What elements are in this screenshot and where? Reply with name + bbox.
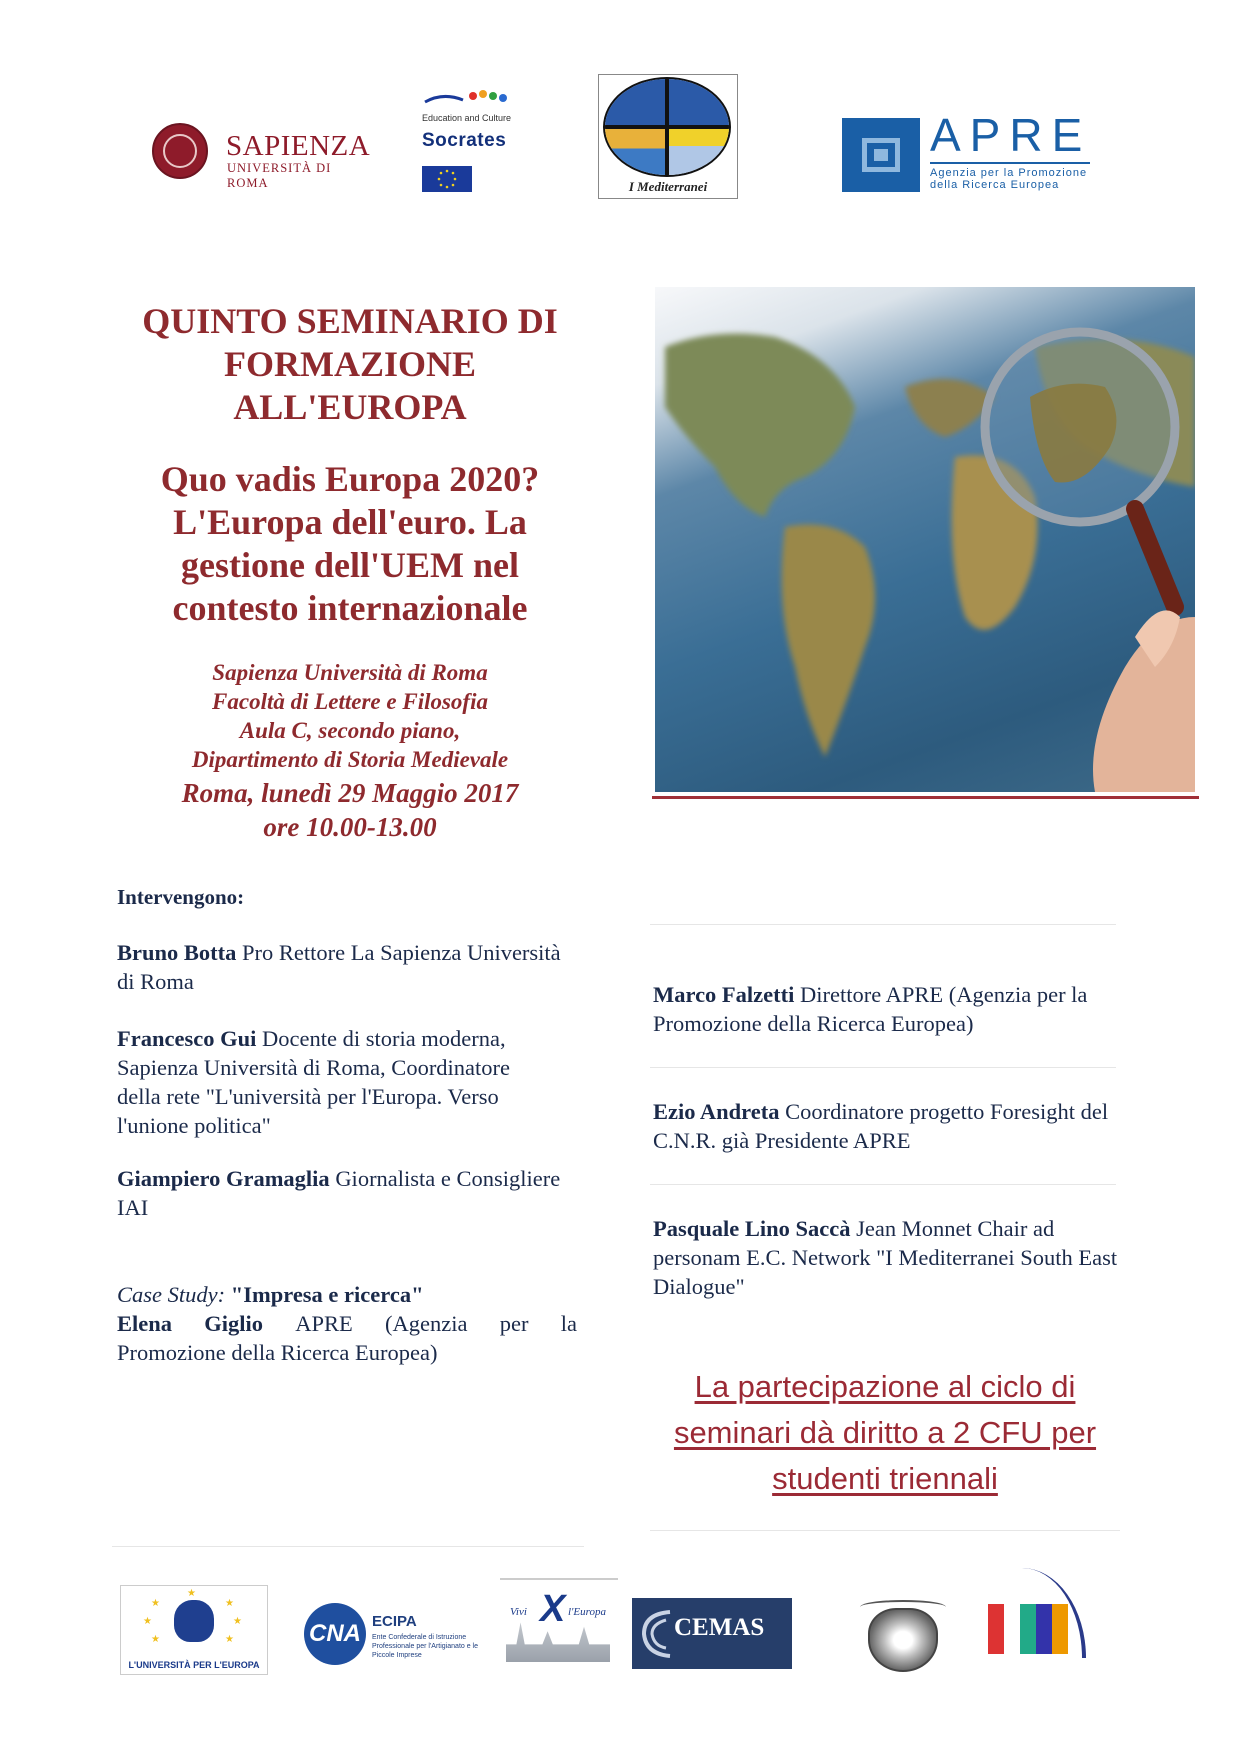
separator-line: [650, 1530, 1120, 1531]
subtitle-line: contesto internazionale: [172, 588, 528, 628]
speaker-role: Jean Monnet Chair ad personam E.C. Network "I Mediterranei South East Dialogue": [653, 1216, 1118, 1299]
title-line: QUINTO SEMINARIO DI: [142, 301, 558, 341]
event-date: [100, 776, 600, 844]
jean-monnet-network-logo: [982, 1568, 1082, 1678]
world-map-magnifier-image: [655, 287, 1195, 792]
speaker-name: Francesco Gui: [117, 1026, 257, 1051]
apre-logo: [842, 109, 1092, 192]
time-line: ore 10.00-13.00: [263, 812, 437, 842]
speaker-entry: [117, 1164, 577, 1222]
map-underline-divider: [652, 796, 1199, 799]
cfu-notice-line: studenti triennali: [772, 1461, 998, 1496]
world-map-icon: [655, 287, 1195, 792]
vivi-europa-logo: [500, 1578, 618, 1676]
apre-tagline: [930, 167, 1087, 191]
case-study-speaker-line: [117, 1309, 577, 1338]
title-line: FORMAZIONE: [224, 344, 476, 384]
mediterranei-logo: [598, 74, 738, 199]
speaker-role: Giornalista e Consigliere IAI: [117, 1166, 561, 1220]
x-mark-icon: X: [540, 1588, 566, 1630]
case-study: [117, 1280, 577, 1367]
cfu-notice-line: seminari dà diritto a 2 CFU per: [673, 1415, 1097, 1450]
speaker-name: Giampiero Gramaglia: [117, 1166, 330, 1191]
vivi-label: Vivi: [510, 1606, 527, 1618]
cemas-logo: [632, 1598, 792, 1669]
upe-label: L'UNIVERSITÀ PER L'EUROPA: [128, 1660, 260, 1670]
cfu-notice-line: La partecipazione al ciclo di: [694, 1369, 1076, 1404]
ecipa-subtitle: Ente Confederale di Istruzione Professionale per l'Artigianato e le Piccole Imprese: [372, 1634, 479, 1659]
profile-head-icon: [174, 1600, 214, 1642]
mediterranei-emblem-icon: [603, 77, 731, 177]
socrates-logo: [418, 88, 538, 198]
cfu-notice: [640, 1364, 1130, 1502]
lion-seal-icon: [868, 1608, 938, 1672]
speaker-name: Bruno Botta: [117, 940, 237, 965]
venue-line: Dipartimento di Storia Medievale: [191, 747, 509, 772]
universita-per-europa-logo: ★ ★ ★ ★ ★ ★ ★ L'UNIVERSITÀ PER L'EUROPA: [120, 1585, 268, 1675]
sapienza-seal-icon: [152, 123, 208, 179]
speaker-role: Docente di storia moderna, Sapienza Università di Roma, Coordinatore della rete "L'università per l'Europa. Verso l'unione politica": [117, 1026, 511, 1138]
speaker-name: Ezio Andreta: [653, 1099, 780, 1124]
eu-flag-icon: [422, 166, 472, 192]
separator-line: [650, 924, 1116, 925]
subtitle-line: L'Europa dell'euro. La: [173, 502, 527, 542]
venue-line: Sapienza Università di Roma: [212, 660, 488, 685]
case-study-label: Case Study:: [117, 1282, 226, 1307]
speaker-role: Pro Rettore La Sapienza Università di Roma: [117, 940, 561, 994]
socrates-edu-label: Education and Culture: [422, 113, 512, 123]
speaker-entry: [653, 1214, 1123, 1301]
title-line: ALL'EUROPA: [233, 387, 467, 427]
sapienza-name: SAPIENZA: [226, 130, 371, 162]
venue-line: Aula C, secondo piano,: [239, 718, 461, 743]
case-study-heading: [117, 1280, 577, 1309]
venue-info: [100, 658, 600, 774]
case-study-title: "Impresa e ricerca": [225, 1282, 424, 1307]
case-study-word: APRE: [295, 1311, 353, 1336]
date-line: Roma, lunedì 29 Maggio 2017: [181, 778, 519, 808]
sapienza-logo: [152, 118, 372, 188]
speaker-role: Direttore APRE (Agenzia per la Promozione della Ricerca Europea): [653, 982, 1088, 1036]
flags-icon: [988, 1604, 1068, 1654]
separator-line: [650, 1067, 1116, 1068]
seminar-title: [100, 300, 600, 429]
speaker-entry: [653, 1097, 1123, 1155]
apre-square-icon: [842, 118, 920, 192]
subtitle-line: gestione dell'UEM nel: [181, 545, 519, 585]
speaker-entry: [117, 1024, 557, 1140]
case-study-word: per: [499, 1311, 529, 1336]
case-study-speaker-line2: Promozione della Ricerca Europea): [117, 1340, 438, 1365]
seminar-subtitle: [100, 458, 600, 630]
subtitle-line: Quo vadis Europa 2020?: [160, 459, 540, 499]
europa-label: l'Europa: [568, 1606, 607, 1618]
socrates-name: Socrates: [422, 130, 507, 151]
university-seal-logo: [858, 1596, 948, 1676]
case-study-word: Giglio: [204, 1311, 264, 1336]
cna-ecipa-logo: [300, 1585, 490, 1673]
mediterranei-label: I Mediterranei: [628, 179, 708, 194]
speaker-name: Marco Falzetti: [653, 982, 795, 1007]
venue-line: Facoltà di Lettere e Filosofia: [212, 689, 488, 714]
sapienza-subtitle: UNIVERSITÀ DI ROMA: [227, 161, 332, 190]
apre-name: APRE: [930, 109, 1092, 161]
case-study-word: (Agenzia: [385, 1311, 468, 1336]
separator-line: [112, 1546, 584, 1547]
cna-disc: CNA: [304, 1603, 366, 1665]
ecipa-name: ECIPA: [372, 1613, 417, 1630]
apre-tagline-line: della Ricerca Europea: [930, 179, 1060, 191]
socrates-dots-icon: [423, 88, 513, 108]
speaker-role: Coordinatore progetto Foresight del C.N.R. già Presidente APRE: [653, 1099, 1109, 1153]
separator-line: [650, 1184, 1116, 1185]
speaker-entry: [117, 938, 577, 996]
cemas-name: CEMAS: [674, 1614, 765, 1641]
speakers-heading: Intervengono:: [117, 885, 245, 909]
speaker-name: Pasquale Lino Saccà: [653, 1216, 851, 1241]
cemas-swirl-icon: [636, 1598, 676, 1669]
apre-tagline-line: Agenzia per la Promozione: [930, 167, 1088, 179]
case-study-word: Elena: [117, 1311, 173, 1336]
speaker-entry: [653, 980, 1123, 1038]
case-study-word: la: [560, 1311, 577, 1336]
